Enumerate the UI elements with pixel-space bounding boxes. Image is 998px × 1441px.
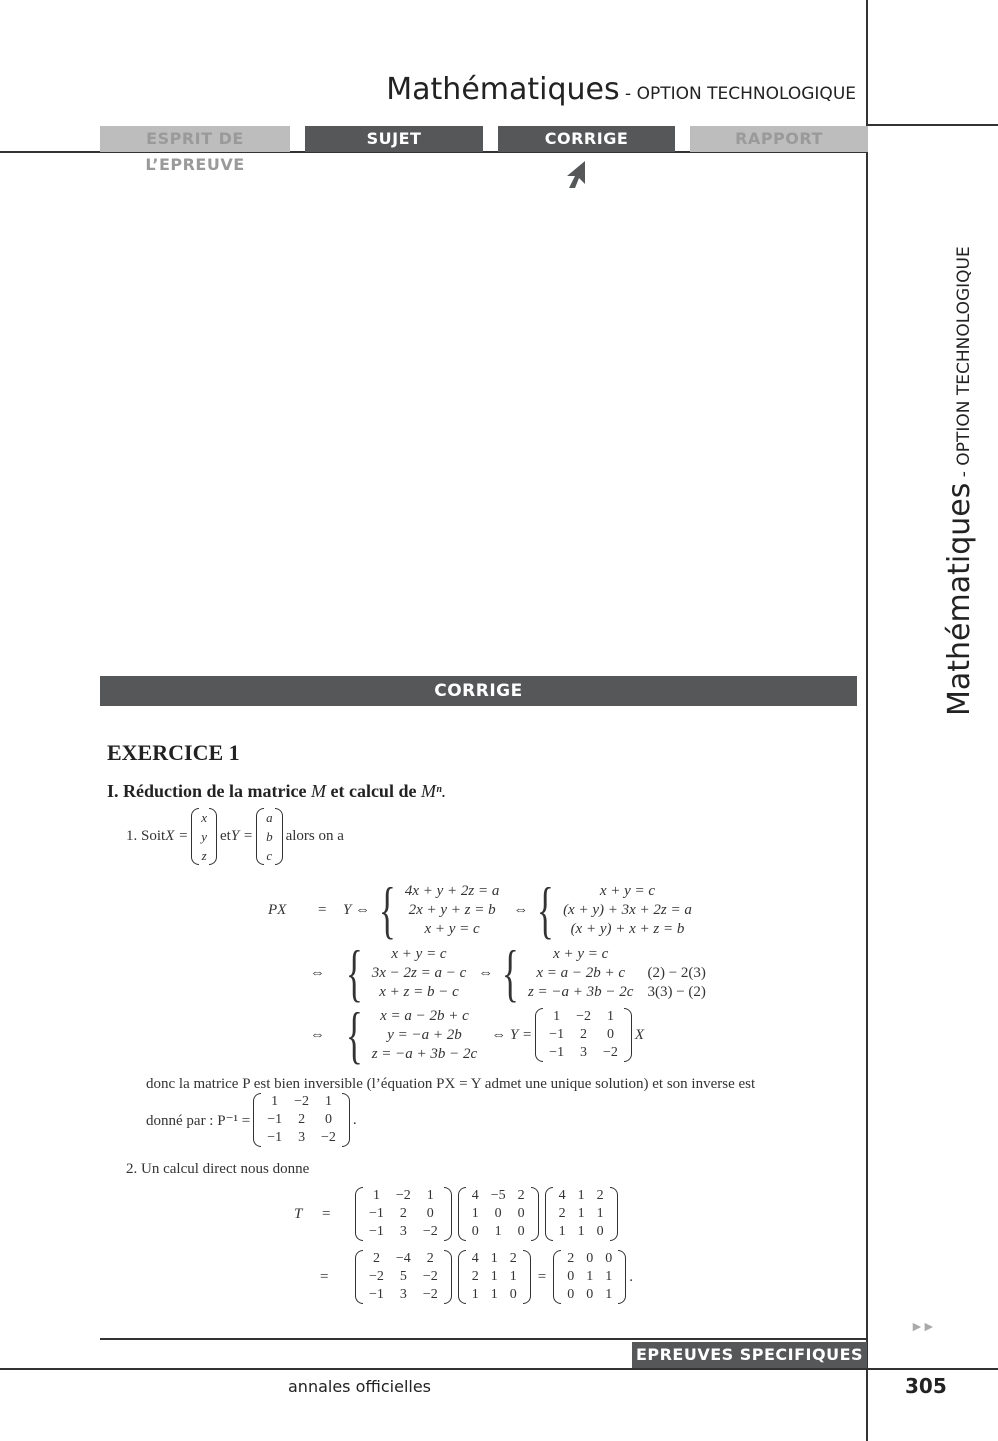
matrix-cell: 0	[517, 1206, 525, 1221]
matrix-cell: 1	[553, 1009, 561, 1024]
item-1-y: Y =	[230, 828, 254, 844]
inverse-suffix: .	[352, 1111, 357, 1128]
matrix-r1	[355, 1250, 452, 1304]
matrix-cell: 3	[298, 1130, 306, 1145]
tab-esprit[interactable]: ESPRIT DE L’EPREUVE	[100, 126, 290, 152]
matrix-cell: −5	[490, 1188, 506, 1203]
matrix-cell: 2	[426, 1251, 434, 1266]
equation-line-1	[268, 874, 692, 945]
equation-line-3	[310, 999, 645, 1070]
brace-icon: {	[379, 874, 396, 945]
sys4-row: x + y = c	[553, 945, 609, 962]
brace-icon: {	[502, 937, 520, 1008]
vector-x	[191, 808, 217, 865]
matrix-cell: −2	[422, 1269, 438, 1284]
eq-lhs: PX	[268, 901, 287, 918]
matrix-cell: −1	[369, 1206, 384, 1221]
fast-forward-icon[interactable]: ►►	[910, 1318, 934, 1334]
matrix-cell: 1	[471, 1206, 479, 1221]
t-equals: =	[322, 1205, 331, 1222]
matrix-cell: 1	[324, 1094, 332, 1109]
footer-rule-bottom	[0, 1368, 998, 1370]
title-main: Mathématiques	[386, 72, 620, 107]
matrix-cell: −2	[294, 1094, 310, 1109]
matrix-m	[458, 1187, 539, 1241]
matrix-cell: 0	[426, 1206, 434, 1221]
system-1	[405, 882, 500, 939]
matrix-cell: 2	[471, 1269, 479, 1284]
section-title-mn: Mⁿ.	[420, 781, 447, 801]
matrix-cell: 0	[509, 1287, 517, 1302]
matrix-cell: 2	[567, 1251, 575, 1266]
matrix-cell: 1	[426, 1188, 434, 1203]
matrix-cell: 1	[509, 1269, 517, 1284]
matrix-result	[553, 1250, 626, 1304]
title-sub: OPTION TECHNOLOGIQUE	[636, 84, 856, 104]
matrix-cell: 1	[494, 1224, 502, 1239]
vec-x-2: z	[201, 848, 207, 863]
sys1-row: 2x + y + z = b	[408, 901, 496, 918]
matrix-cell: −1	[369, 1224, 384, 1239]
product-line-2	[320, 1250, 633, 1304]
item-1-x: X =	[165, 828, 189, 844]
iff-symbol: ⇔	[310, 1026, 325, 1043]
matrix-cell: 1	[605, 1269, 613, 1284]
matrix-cell: 1	[606, 1009, 614, 1024]
sys4-row: z = −a + 3b − 2c	[527, 983, 634, 1000]
sys1-row: 4x + y + 2z = a	[404, 882, 500, 899]
matrix-cell: −2	[576, 1009, 591, 1024]
matrix-cell: 1	[605, 1287, 613, 1302]
final-dot: .	[629, 1268, 633, 1285]
matrix-cell: 0	[596, 1224, 604, 1239]
matrix-cell: −2	[369, 1269, 384, 1284]
matrix-p-inverse-3	[355, 1187, 452, 1241]
item-2: 2. Un calcul direct nous donne	[126, 1161, 310, 1177]
section-title-b: et calcul de	[325, 781, 421, 801]
matrix-cell: −1	[369, 1287, 384, 1302]
sys2-row: (x + y) + x + z = b	[570, 920, 685, 937]
matrix-cell: 1	[577, 1224, 585, 1239]
matrix-cell: 0	[324, 1112, 332, 1127]
matrix-cell: 2	[558, 1206, 566, 1221]
matrix-cell: 0	[567, 1287, 575, 1302]
tab-corrige[interactable]: CORRIGE	[498, 126, 675, 152]
matrix-cell: 4	[471, 1188, 479, 1203]
matrix-cell: 0	[517, 1224, 525, 1239]
matrix-cell: 2	[580, 1027, 588, 1042]
system-3	[372, 945, 467, 1002]
matrix-cell: −1	[267, 1130, 283, 1145]
inverse-prefix: donné par : P⁻¹ =	[146, 1112, 251, 1129]
vec-x-0: x	[201, 810, 208, 825]
vector-y	[256, 808, 283, 865]
vec-x-1: y	[201, 829, 208, 844]
vec-y-1: b	[266, 829, 273, 844]
matrix-cell: −2	[321, 1130, 336, 1145]
matrix-cell: 2	[596, 1188, 604, 1203]
matrix-cell: 1	[577, 1206, 585, 1221]
system-4	[528, 945, 633, 1002]
matrix-cell: 0	[606, 1027, 614, 1042]
item-1-mid: et	[220, 828, 231, 844]
system-5	[372, 1007, 477, 1064]
sys3-row: x + z = b − c	[379, 983, 459, 1000]
side-title-sub: OPTION TECHNOLOGIQUE	[954, 246, 974, 466]
matrix-cell: 0	[471, 1224, 479, 1239]
matrix-cell: 1	[586, 1269, 594, 1284]
matrix-cell: −2	[395, 1188, 411, 1203]
matrix-cell: 3	[580, 1045, 588, 1060]
matrix-cell: 0	[567, 1269, 575, 1284]
corrige-banner: CORRIGE	[100, 676, 857, 706]
iff-symbol: ⇔	[310, 964, 325, 981]
matrix-cell: 2	[517, 1188, 525, 1203]
footer-rule-top	[100, 1338, 868, 1340]
page-number: 305	[905, 1374, 947, 1398]
brace-icon: {	[345, 999, 363, 1070]
vec-y-0: a	[266, 810, 273, 825]
brace-icon: {	[537, 874, 555, 945]
matrix-cell: 1	[596, 1206, 604, 1221]
matrix-cell: −1	[549, 1027, 565, 1042]
iff-symbol: ⇔	[513, 901, 529, 918]
matrix-p	[545, 1187, 618, 1241]
sys4-note: (2) − 2(3)	[647, 964, 706, 981]
matrix-cell: 3	[399, 1224, 407, 1239]
sys4-note	[647, 945, 705, 964]
matrix-cell: −2	[602, 1045, 618, 1060]
paragraph-inverse: donc la matrice P est bien inversible (l’équation PX = Y admet une unique solution) et son inverse est	[146, 1076, 756, 1092]
sys4-row: x = a − 2b + c	[536, 964, 626, 981]
matrix-cell: 1	[490, 1251, 498, 1266]
matrix-cell: 1	[490, 1287, 498, 1302]
eq-equals: =	[318, 901, 327, 918]
publication-name: annales officielles	[288, 1377, 432, 1396]
matrix-cell: 1	[372, 1188, 380, 1203]
matrix-cell: −2	[422, 1224, 438, 1239]
matrix-cell: 3	[399, 1287, 407, 1302]
equals-3: =	[537, 1268, 547, 1285]
sys5-row: z = −a + 3b − 2c	[371, 1045, 478, 1062]
matrix-cell: 1	[471, 1287, 479, 1302]
sys1-row: x + y = c	[424, 920, 480, 937]
item-1	[126, 808, 344, 865]
matrix-cell: 1	[558, 1224, 566, 1239]
matrix-cell: 0	[586, 1251, 594, 1266]
matrix-p-2	[458, 1250, 531, 1304]
matrix-cell: 2	[372, 1251, 380, 1266]
matrix-cell: 4	[471, 1251, 479, 1266]
matrix-p-inverse-2	[253, 1093, 350, 1147]
t-label: T	[294, 1205, 303, 1222]
matrix-cell: −1	[549, 1045, 565, 1060]
iff-symbol: ⇔	[478, 964, 494, 981]
brace-icon: {	[345, 937, 363, 1008]
equation-line-2	[310, 937, 706, 1008]
sys3-row: 3x − 2z = a − c	[371, 964, 467, 981]
page-vertical-rule	[866, 0, 868, 1441]
matrix-cell: −2	[422, 1287, 438, 1302]
matrix-cell: 2	[298, 1112, 306, 1127]
matrix-cell: 1	[490, 1269, 498, 1284]
sys2-row: (x + y) + 3x + 2z = a	[563, 901, 692, 918]
system-2	[563, 882, 692, 939]
sys2-row: x + y = c	[599, 882, 656, 899]
section-label: EPREUVES SPECIFIQUES	[632, 1342, 867, 1368]
sys5-row: x = a − 2b + c	[380, 1007, 469, 1024]
vec-y-2: c	[266, 848, 273, 863]
sys5-row: y = −a + 2b	[387, 1026, 462, 1043]
matrix-p-inverse	[535, 1008, 632, 1062]
title-separator: -	[619, 84, 637, 104]
inverse-line	[146, 1093, 357, 1147]
matrix-cell: 0	[494, 1206, 502, 1221]
matrix-cell: −1	[267, 1112, 283, 1127]
matrix-cell: 0	[586, 1287, 594, 1302]
header-rule-right	[868, 124, 998, 126]
section-title	[107, 781, 446, 802]
tab-sujet[interactable]: SUJET	[305, 126, 483, 152]
item-1-prefix: 1. Soit	[126, 828, 166, 844]
sys3-row: x + y = c	[391, 945, 447, 962]
side-title-main: Mathématiques	[942, 482, 977, 716]
section-title-m: M	[310, 781, 326, 801]
eq-y: Y ⇔	[343, 901, 371, 918]
tab-rapport[interactable]: RAPPORT	[690, 126, 868, 152]
side-title	[942, 246, 977, 716]
matrix-cell: −4	[395, 1251, 411, 1266]
equals-2: =	[320, 1268, 329, 1285]
exercise-title: EXERCICE 1	[107, 740, 240, 765]
side-title-separator: -	[954, 465, 974, 483]
iff-y: ⇔ Y =	[491, 1026, 533, 1043]
item-1-suffix: alors on a	[285, 828, 344, 844]
page-title	[386, 72, 856, 107]
x-label: X	[634, 1026, 645, 1043]
product-line-1	[294, 1187, 621, 1241]
matrix-cell: 2	[399, 1206, 407, 1221]
matrix-cell: 4	[558, 1188, 566, 1203]
system-4-notes	[647, 945, 705, 1002]
matrix-cell: 5	[399, 1269, 407, 1284]
section-title-a: I. Réduction de la matrice	[107, 781, 311, 801]
matrix-cell: 2	[509, 1251, 517, 1266]
sys4-note: 3(3) − (2)	[647, 983, 706, 1000]
matrix-cell: 0	[605, 1251, 613, 1266]
pointer-arrow-icon	[565, 160, 587, 190]
matrix-cell: 1	[271, 1094, 279, 1109]
matrix-cell: 1	[577, 1188, 585, 1203]
